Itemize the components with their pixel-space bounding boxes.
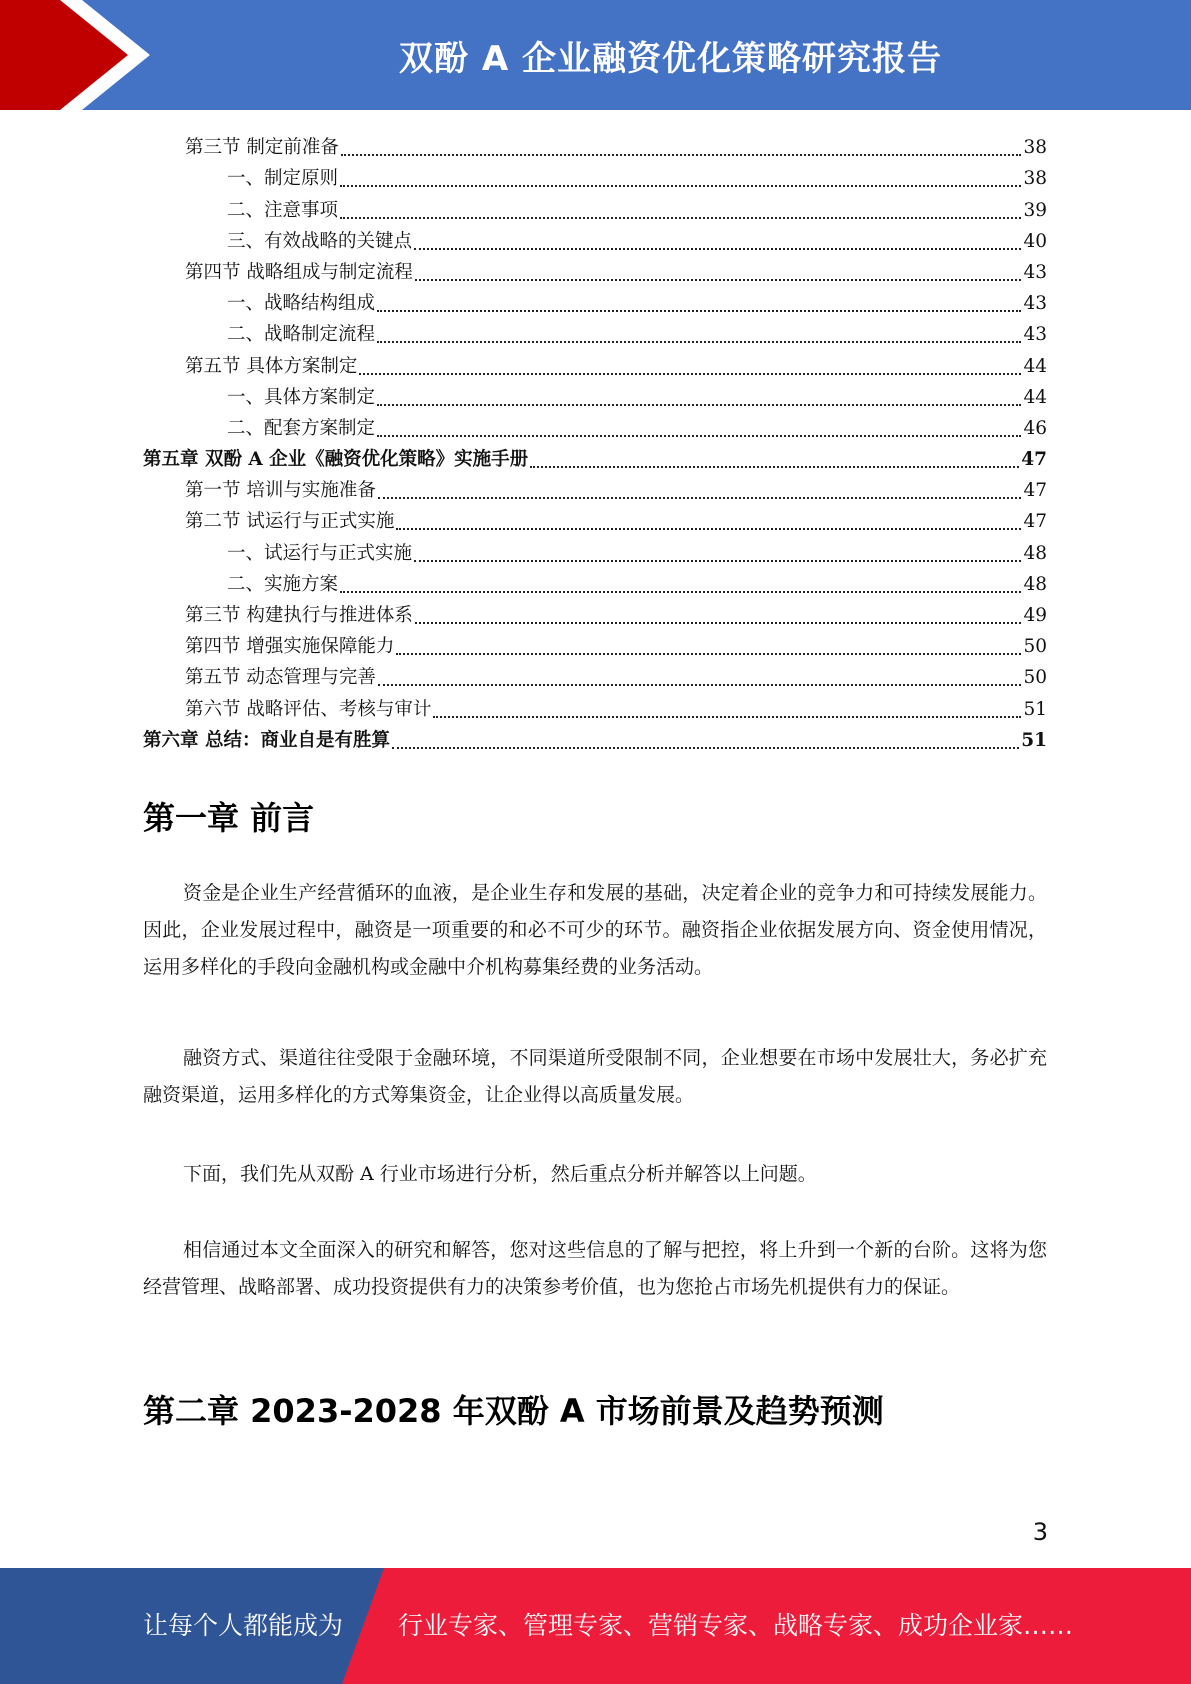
toc-entry[interactable]: 第一节 培训与实施准备 47 bbox=[185, 480, 1047, 502]
footer-slogan-right: 行业专家、管理专家、营销专家、战略专家、成功企业家…… bbox=[398, 1611, 1074, 1640]
toc-entry[interactable]: 一、制定原则 38 bbox=[227, 168, 1047, 190]
footer-slogan-left: 让每个人都能成为 bbox=[143, 1611, 344, 1640]
toc-entry[interactable]: 二、战略制定流程 43 bbox=[227, 324, 1047, 346]
chapter1-heading: 第一章 前言 bbox=[143, 799, 315, 837]
toc-entry[interactable]: 一、具体方案制定 44 bbox=[227, 386, 1047, 408]
toc-entry[interactable]: 第三节 构建执行与推进体系 49 bbox=[185, 605, 1047, 626]
toc-chapter-entry[interactable]: 第六章 总结：商业自是有胜算 51 bbox=[143, 729, 1047, 751]
chapter1-paragraph: 下面，我们先从双酚 A 行业市场进行分析，然后重点分析并解答以上问题。 bbox=[183, 1163, 817, 1185]
toc-entry[interactable]: 三、有效战略的关键点 40 bbox=[227, 230, 1047, 252]
table-of-contents bbox=[143, 128, 1047, 752]
chapter2-heading: 第二章 2023-2028 年双酚 A 市场前景及趋势预测 bbox=[143, 1392, 884, 1430]
toc-entry[interactable]: 第五节 动态管理与完善 50 bbox=[185, 667, 1047, 689]
report-title: 双酚 A 企业融资优化策略研究报告 bbox=[399, 38, 942, 79]
page-footer bbox=[0, 1568, 1191, 1684]
toc-entry[interactable]: 第三节 制定前准备 38 bbox=[185, 137, 1047, 159]
toc-entry[interactable]: 一、战略结构组成 43 bbox=[227, 293, 1047, 315]
page-number: 3 bbox=[1032, 1518, 1048, 1546]
toc-entry[interactable]: 第六节 战略评估、考核与审计 51 bbox=[185, 698, 1047, 720]
toc-entry[interactable]: 二、配套方案制定 46 bbox=[227, 417, 1047, 439]
header-red-arrow bbox=[0, 0, 150, 110]
chapter1-paragraph: 融资方式、渠道往往受限于金融环境，不同渠道所受限制不同，企业想要在市场中发展壮大，务必扩充融资渠道，运用多样化的方式筹集资金，让企业得以高质量发展。 bbox=[143, 1047, 1047, 1106]
chapter1-paragraph: 相信通过本文全面深入的研究和解答，您对这些信息的了解与把控，将上升到一个新的台阶。这将为您经营管理、战略部署、成功投资提供有力的决策参考价值，也为您抢占市场先机提供有力的保证。 bbox=[143, 1239, 1047, 1298]
toc-entry[interactable]: 第四节 战略组成与制定流程 43 bbox=[185, 261, 1047, 283]
toc-entry[interactable]: 第五节 具体方案制定 44 bbox=[185, 355, 1047, 377]
chapter1-paragraph: 资金是企业生产经营循环的血液，是企业生存和发展的基础，决定着企业的竞争力和可持续发展能力。因此，企业发展过程中，融资是一项重要的和必不可少的环节。融资指企业依据发展方向、资金使用情况，运用多样化的手段向金融机构或金融中介机构募集经费的业务活动。 bbox=[143, 882, 1047, 978]
toc-entry[interactable]: 一、试运行与正式实施 48 bbox=[227, 542, 1047, 564]
toc-entry[interactable]: 第四节 增强实施保障能力 50 bbox=[185, 636, 1047, 658]
toc-entry[interactable]: 二、注意事项 39 bbox=[227, 199, 1047, 221]
page-header bbox=[0, 0, 1191, 110]
toc-entry[interactable]: 第二节 试运行与正式实施 47 bbox=[185, 511, 1047, 533]
toc-entry[interactable]: 二、实施方案 48 bbox=[227, 573, 1047, 595]
toc-chapter-entry[interactable]: 第五章 双酚 A 企业《融资优化策略》实施手册 47 bbox=[143, 449, 1047, 471]
